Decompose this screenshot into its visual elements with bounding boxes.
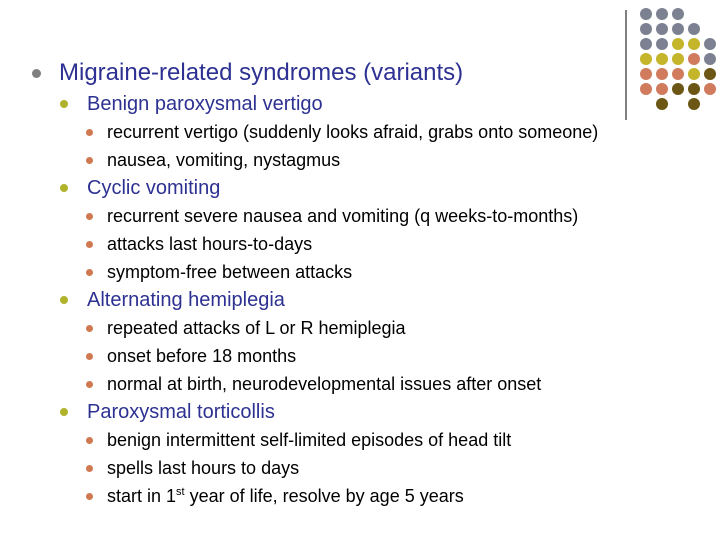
detail-text: recurrent vertigo (suddenly looks afraid, grabs onto someone) [107,121,599,142]
detail-item [86,342,598,370]
decorative-dot [704,38,716,50]
decorative-dot [656,83,668,95]
decorative-dot [640,53,652,65]
decorative-dot [672,8,684,20]
detail-list [60,202,598,286]
detail-list [60,426,598,510]
variant-item [60,398,598,510]
bullet-icon [86,437,93,444]
detail-item [86,370,598,398]
detail-item [86,454,598,482]
decorative-dot [640,38,652,50]
detail-item [86,202,598,230]
detail-text: symptom-free between attacks [107,261,353,282]
decorative-dot [704,68,716,80]
detail-text: recurrent severe nausea and vomiting (q weeks-to-months) [107,205,579,226]
detail-text: start in 1st year of life, resolve by age 5 years [107,485,464,506]
bullet-icon [86,353,93,360]
decorative-dot [672,53,684,65]
decorative-dot [672,38,684,50]
detail-item [86,118,598,146]
bullet-icon [86,381,93,388]
detail-item [86,258,598,286]
variant-list [60,90,598,510]
detail-text: onset before 18 months [107,345,297,366]
bullet-icon [86,465,93,472]
decorative-dot [688,83,700,95]
detail-list [60,314,598,398]
bullet-icon [86,157,93,164]
decorative-dot [640,68,652,80]
bullet-icon [60,296,68,304]
decorative-dot [688,53,700,65]
bullet-icon [60,408,68,416]
bullet-icon [86,241,93,248]
bullet-icon [60,100,68,108]
detail-item [86,426,598,454]
decorative-dot [672,68,684,80]
variant-item [60,286,598,398]
decorative-dot [656,53,668,65]
decorative-dot [704,83,716,95]
bullet-icon [86,213,93,220]
detail-text: benign intermittent self-limited episodes of head tilt [107,429,512,450]
decorative-dot [688,38,700,50]
decorative-dot [672,23,684,35]
bullet-icon [86,129,93,136]
detail-text: normal at birth, neurodevelopmental issues after onset [107,373,542,394]
decorative-dot [704,53,716,65]
detail-item [86,146,598,174]
detail-text: spells last hours to days [107,457,300,478]
detail-item [86,314,598,342]
decorative-dot [656,8,668,20]
decorative-dot [688,23,700,35]
decorative-dot [672,83,684,95]
detail-text: nausea, vomiting, nystagmus [107,149,341,170]
decorative-dot [656,38,668,50]
variant-item [60,174,598,286]
variant-label: Paroxysmal torticollis [87,400,275,423]
decorative-dot [688,98,700,110]
detail-text: attacks last hours-to-days [107,233,313,254]
decorative-dot [640,83,652,95]
decorative-dot [640,8,652,20]
title-bullet-icon [32,69,41,78]
variant-label: Benign paroxysmal vertigo [87,92,323,115]
bullet-icon [86,269,93,276]
detail-list [60,118,598,174]
slide-title: Migraine-related syndromes (variants) [59,59,464,86]
decorative-dot [656,68,668,80]
title-row [32,56,463,90]
decorative-dot [640,23,652,35]
decorative-dot [656,23,668,35]
bullet-icon [86,325,93,332]
variant-label: Alternating hemiplegia [87,288,285,311]
decorative-dot [688,68,700,80]
variant-item [60,90,598,174]
detail-item [86,482,598,510]
decorative-dot [656,98,668,110]
decorative-dot-grid [632,8,720,120]
bullet-icon [86,493,93,500]
variant-label: Cyclic vomiting [87,176,221,199]
bullet-icon [60,184,68,192]
detail-item [86,230,598,258]
decorative-vertical-line [625,10,627,120]
detail-text: repeated attacks of L or R hemiplegia [107,317,406,338]
